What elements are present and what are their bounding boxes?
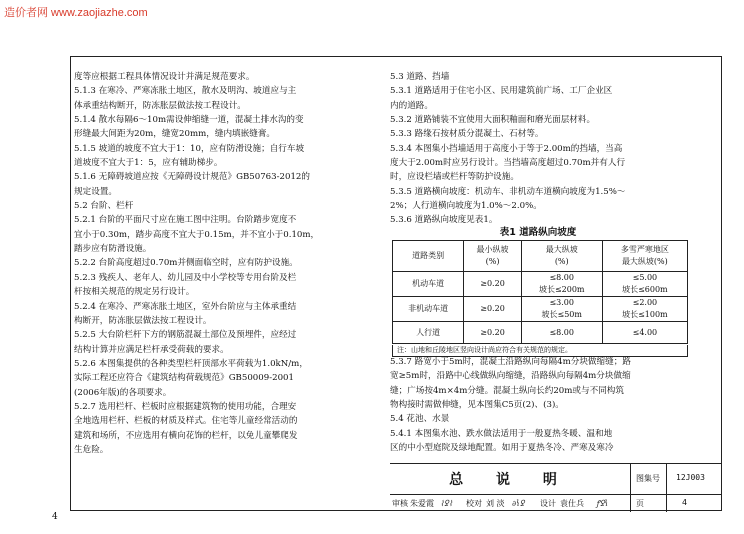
- text-line: 道坡度不宜大于1：5，应有辅助梯步。: [74, 158, 223, 169]
- check-signature: ∂ꝇꝿ: [512, 499, 525, 508]
- text-line: 5.4 花池、水景: [390, 414, 450, 425]
- text-line: 5.2.2 台阶高度超过0.70m并侧面临空时，应有防护设施。: [74, 258, 298, 269]
- table-header-row: [393, 241, 688, 272]
- watermark: 造价者网 www.zaojiazhe.com: [4, 7, 148, 19]
- atlas-label: 图集号: [636, 474, 660, 483]
- table-cell: ≤4.00: [602, 322, 687, 344]
- drawing-title: 总 说 明: [390, 464, 631, 494]
- text-line: 5.3.5 道路横向坡度：机动车、非机动车道横向坡度为1.5%～: [390, 186, 626, 197]
- text-line: 宽≥5m时，沿路中心线做纵向缩缝，沿路纵向每隔4m分块做缩: [390, 371, 631, 382]
- text-line: 踏步应有防滑设施。: [74, 244, 152, 255]
- design-label: 设计: [540, 499, 556, 508]
- text-line: 宜小于0.30m，踏步高度不宜大于0.15m，并不宜小于0.10m，: [74, 229, 320, 240]
- text-line: 生危险。: [74, 444, 109, 455]
- page-number: 4: [52, 512, 58, 522]
- text-line: 结构计算并应满足栏杆承受荷载的要求。: [74, 344, 229, 355]
- page-number-cell: 4: [682, 498, 688, 507]
- text-line: 5.1.3 在寒冷、严寒冻胀土地区，散水及明沟、坡道应与主: [74, 86, 297, 97]
- title-block: [390, 463, 722, 512]
- text-line: 5.1.5 坡道的坡度不宜大于1：10，应有防滑设施；自行车坡: [74, 143, 305, 154]
- text-line: 时，应设栏墙或栏杆等防护设施。: [390, 172, 519, 183]
- review-label: 审核: [392, 499, 408, 508]
- slope-table: [392, 240, 688, 344]
- table-cell: ≤2.00 坡长≤100m: [602, 297, 687, 322]
- text-line: 内的道路。: [390, 100, 433, 111]
- check-label: 校对: [466, 499, 482, 508]
- text-line: 5.1.6 无障碍坡道应按《无障碍设计规范》GB50763-2012的: [74, 172, 310, 183]
- text-line: 5.2.4 在寒冷、严寒冻胀土地区，室外台阶应与主体承重结: [74, 301, 297, 312]
- text-line: 区的中小型庭院及绿地配置。如用于夏热冬冷、严寒及寒冷: [390, 443, 614, 454]
- table-cell: ≥0.20: [464, 297, 521, 322]
- table-cell: 机动车道: [393, 272, 464, 297]
- text-line: 5.3.4 本图集小挡墙适用于高度小于等于2.00m的挡墙，当高: [390, 143, 623, 154]
- table-cell: ≥0.20: [464, 322, 521, 344]
- review-signature: ⌇ꝿ⌇: [440, 499, 453, 508]
- text-line: 5.2.5 大台阶栏杆下方的钢筋混凝土部位及预埋件，应经过: [74, 330, 297, 341]
- text-line: 形缝最大间距为20m，缝宽20mm，缝内填嵌缝膏。: [74, 129, 276, 140]
- table-note: 注：山地和丘陵地区竖向设计尚应符合有关规范的规定。: [392, 345, 688, 357]
- right-column-bottom: [390, 355, 720, 455]
- text-line: 5.3.6 道路纵向坡度见表1。: [390, 215, 498, 226]
- design-name: 袁仕兵: [560, 499, 584, 508]
- check-name: 刘 淡: [486, 499, 505, 508]
- table-header-cell: 道路类别: [393, 241, 464, 272]
- table-cell: ≤3.00 坡长≤50m: [521, 297, 602, 322]
- table-header-cell: 最大纵坡 (%): [521, 241, 602, 272]
- table-header-cell: 多雪严寒地区 最大纵坡(%): [602, 241, 687, 272]
- text-line: 体承重结构断开，防冻胀层做法按工程设计。: [74, 100, 246, 111]
- text-line: 规定设置。: [74, 186, 117, 197]
- text-line: 5.2 台阶、栏杆: [74, 201, 134, 212]
- text-line: 5.3.2 道路铺装不宜使用大面积釉面和磨光面层材料。: [390, 115, 596, 126]
- table-cell: 人行道: [393, 322, 464, 344]
- text-line: 5.2.3 残疾人、老年人、幼儿园及中小学校等专用台阶及栏: [74, 272, 297, 283]
- table-caption: 表1 道路纵向坡度: [499, 227, 577, 238]
- table-header-cell: 最小纵坡 (%): [464, 241, 521, 272]
- signature-row: [390, 494, 722, 513]
- text-line: 物构接时需做伸缝，见本图集C5页(2)、(3)。: [390, 400, 564, 411]
- right-column-top: [390, 70, 720, 228]
- text-line: 5.4.1 本图集水池、跌水做法适用于一般夏热冬暖、温和地: [390, 428, 613, 439]
- text-line: 建筑和场所，不应选用有横向花饰的栏杆，以免儿童攀爬发: [74, 430, 298, 441]
- text-line: 度等应根据工程具体情况设计并满足规范要求。: [74, 72, 255, 82]
- table-cell: ≤8.00: [521, 322, 602, 344]
- text-line: 5.3 道路、挡墙: [390, 72, 450, 82]
- text-line: 5.3.7 路宽小于5m时，混凝土沿路纵向每隔4m分块做缩缝；路: [390, 357, 631, 367]
- table-cell: 非机动车道: [393, 297, 464, 322]
- design-signature: ꝭꝿꝇ: [596, 499, 608, 508]
- text-line: 5.3.3 路缘石按材质分混凝土、石材等。: [390, 129, 544, 140]
- text-line: 全地选用栏杆、栏板的材质及样式。住宅等儿童经常活动的: [74, 416, 298, 427]
- text-line: 5.1.4 散水每隔6～10m需设伸缩缝一道，混凝土排水沟的变: [74, 115, 304, 126]
- text-line: 5.3.1 道路适用于住宅小区、民用建筑前广场、工厂企业区: [390, 86, 613, 97]
- table-row: [393, 272, 688, 297]
- text-line: 5.2.1 台阶的平面尺寸应在施工图中注明。台阶踏步宽度不: [74, 215, 297, 226]
- table-cell: ≤5.00 坡长≤600m: [602, 272, 687, 297]
- review-name: 朱爱霞: [410, 499, 434, 508]
- text-line: (2006年版)的各项要求。: [74, 387, 172, 398]
- text-line: 构断开，防冻胀层做法按工程设计。: [74, 315, 212, 326]
- table-cell: ≥0.20: [464, 272, 521, 297]
- text-line: 2%；人行道横向坡度为1.0%～2.0%。: [390, 201, 542, 212]
- table-body: [393, 272, 688, 344]
- table-row: [393, 322, 688, 344]
- atlas-number: 12J003: [676, 473, 705, 482]
- text-line: 缝；广场按4m×4m分缝。混凝土纵向长约20m或与不同构筑: [390, 385, 624, 396]
- text-line: 杆按相关规范的规定另行设计。: [74, 287, 195, 298]
- left-column: [74, 70, 384, 457]
- text-line: 5.2.6 本图集提供的各种类型栏杆顶部水平荷载为1.0kN/m，: [74, 358, 308, 369]
- page-label: 页: [636, 499, 644, 508]
- text-line: 5.2.7 选用栏杆、栏板时应根据建筑物的使用功能，合理安: [74, 401, 297, 412]
- table-row: [393, 297, 688, 322]
- text-line: 实际工程还应符合《建筑结构荷载规范》GB50009-2001: [74, 373, 294, 384]
- table-cell: ≤8.00 坡长≤200m: [521, 272, 602, 297]
- text-line: 度大于2.00m时应另行设计。当挡墙高度超过0.70m并有人行: [390, 158, 626, 169]
